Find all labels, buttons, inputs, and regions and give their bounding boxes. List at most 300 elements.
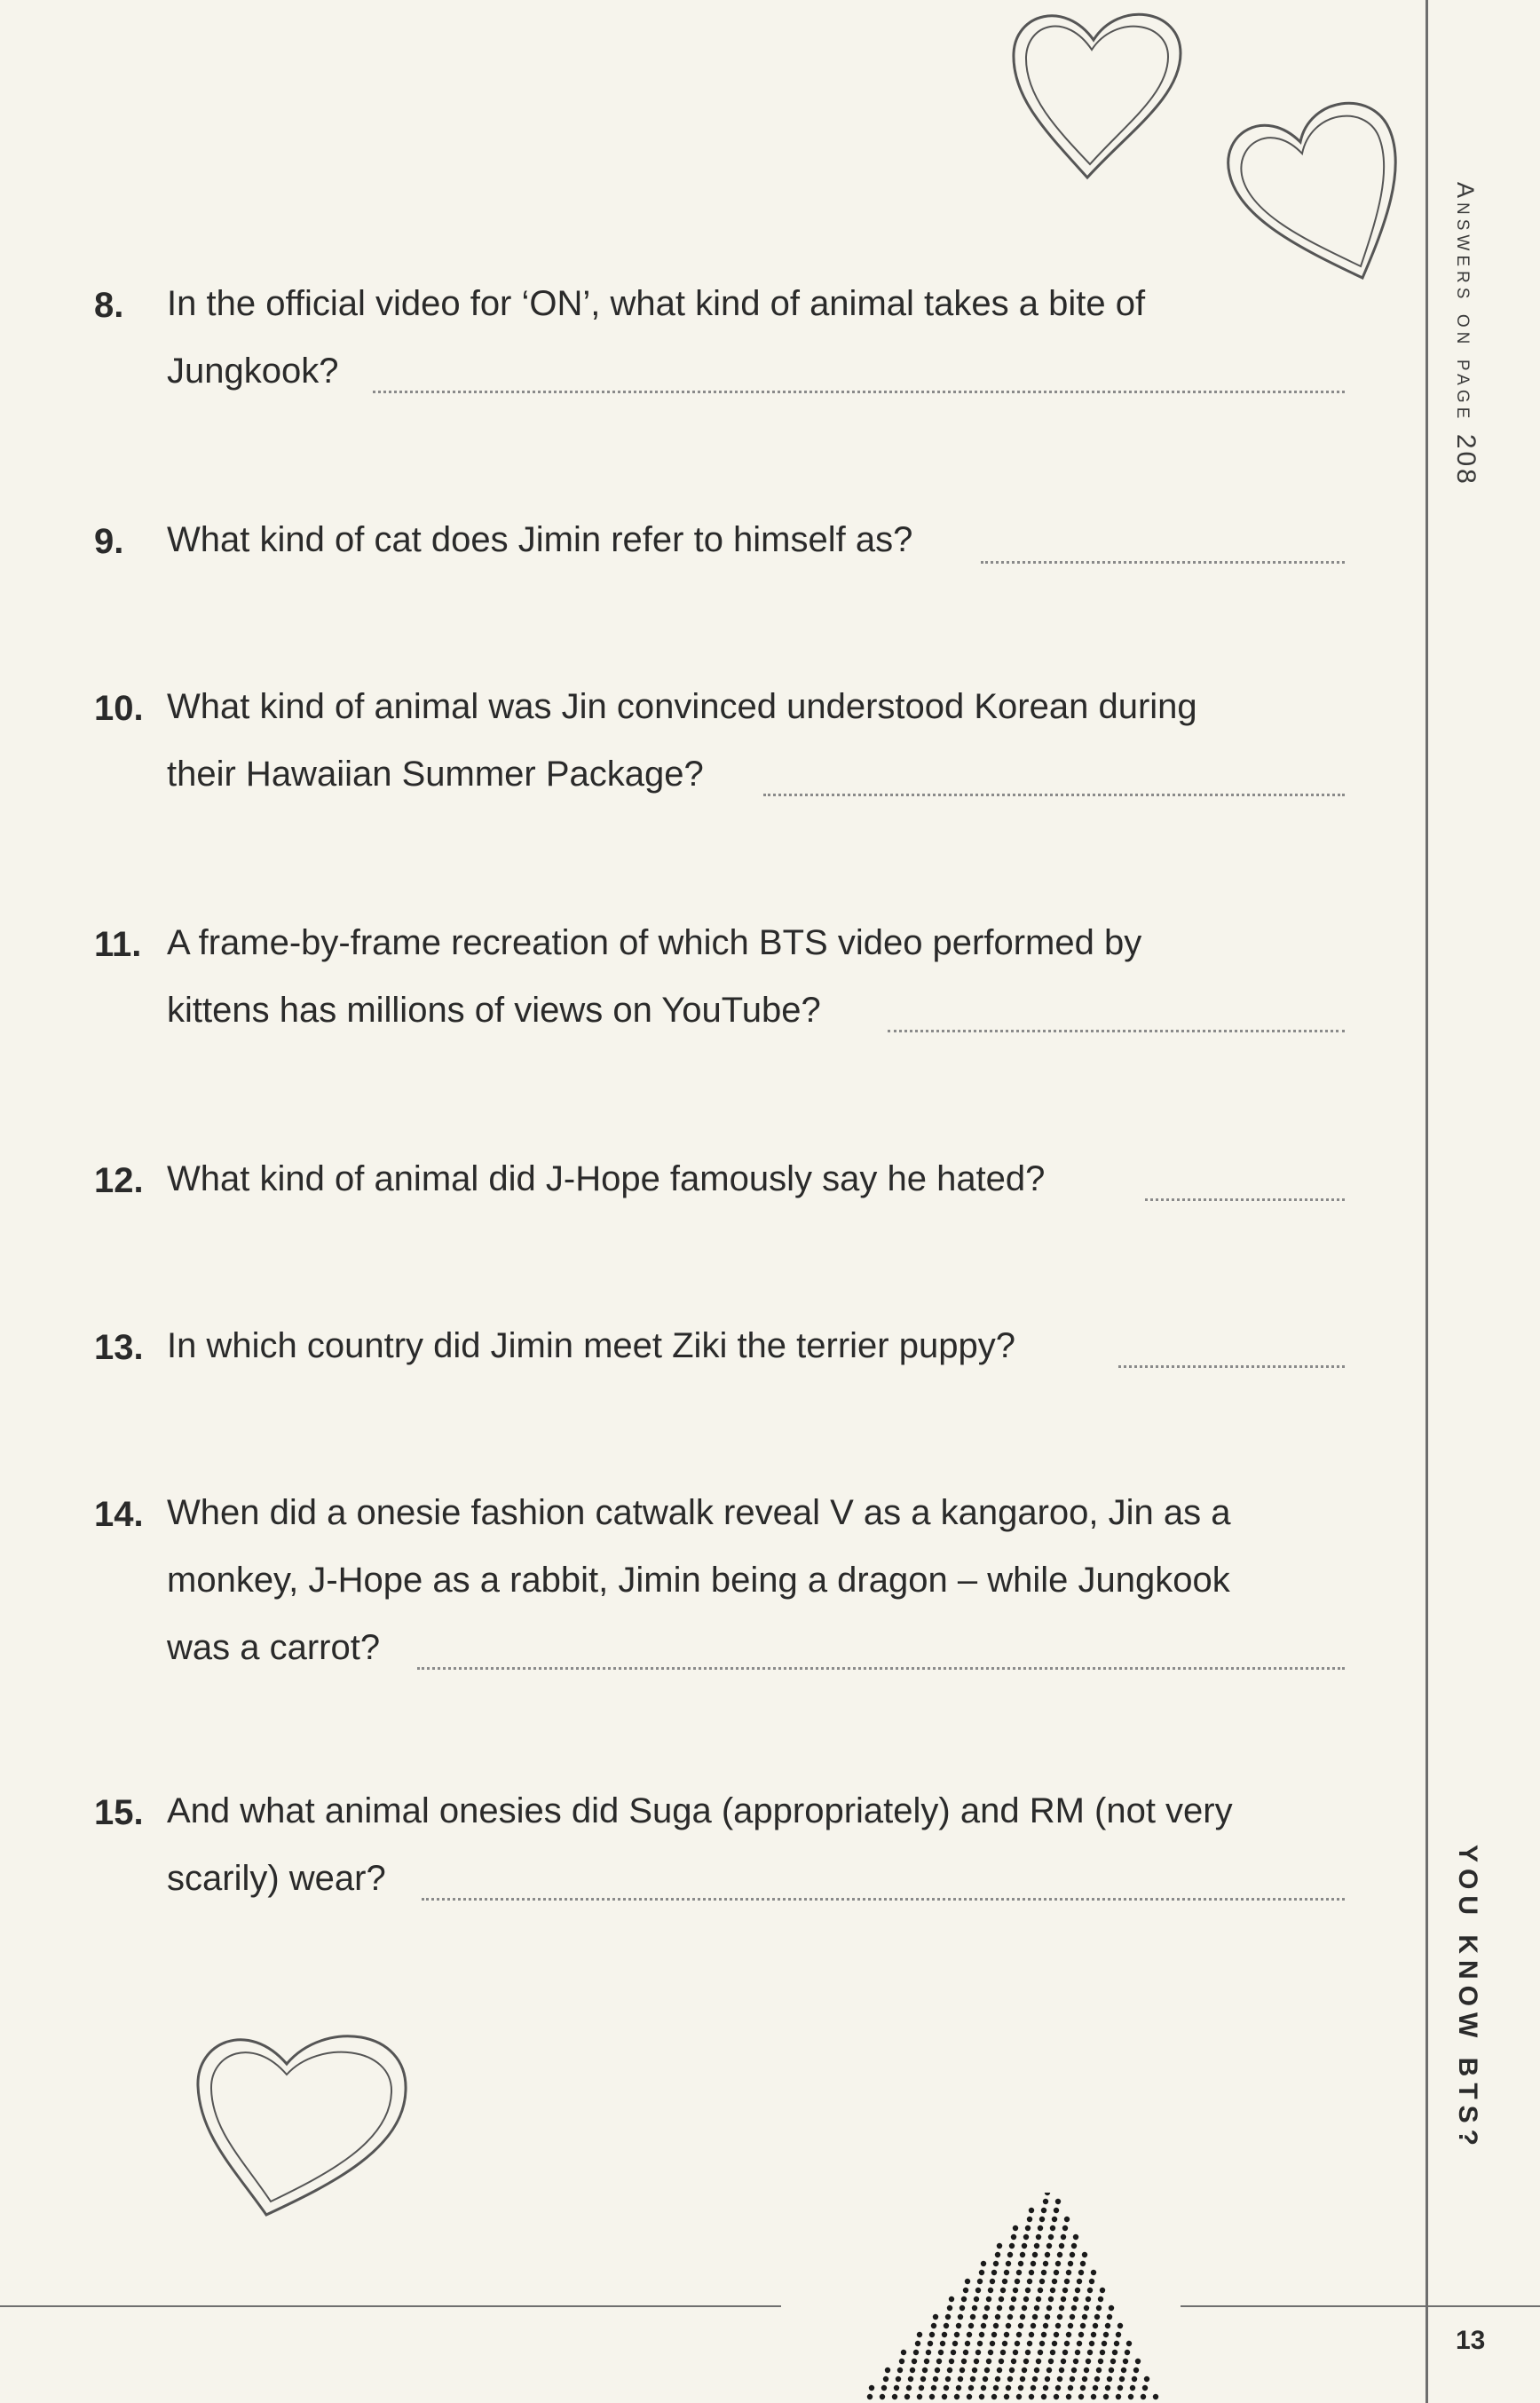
halftone-dot xyxy=(920,2376,926,2382)
question-number: 10. xyxy=(94,689,144,728)
halftone-dot xyxy=(958,2314,963,2320)
halftone-dot xyxy=(991,2394,997,2399)
halftone-dot xyxy=(1023,2234,1029,2240)
halftone-dot xyxy=(1062,2350,1068,2355)
question-text-line: In which country did Jimin meet Ziki the terrier puppy? xyxy=(167,1326,1015,1365)
halftone-dot xyxy=(993,2323,999,2328)
halftone-dot xyxy=(1062,2288,1068,2293)
halftone-dot xyxy=(1022,2305,1027,2311)
halftone-dot xyxy=(1025,2350,1031,2355)
halftone-dot xyxy=(995,2376,1000,2382)
halftone-dot xyxy=(970,2376,975,2382)
halftone-dot xyxy=(1103,2332,1109,2337)
halftone-dot xyxy=(1084,2305,1089,2311)
answer-line[interactable] xyxy=(1145,1198,1345,1201)
halftone-dot xyxy=(1016,2270,1022,2275)
halftone-dot xyxy=(1112,2350,1117,2355)
halftone-dot xyxy=(1091,2270,1096,2275)
halftone-dot xyxy=(1082,2314,1087,2320)
halftone-dot xyxy=(926,2350,931,2355)
halftone-dot xyxy=(1009,2367,1015,2373)
halftone-dot xyxy=(1032,2314,1038,2320)
halftone-dot xyxy=(1119,2376,1125,2382)
halftone-dot xyxy=(1039,2341,1045,2346)
halftone-dot xyxy=(1073,2296,1078,2302)
halftone-dot xyxy=(1029,2332,1034,2337)
halftone-dot xyxy=(1004,2270,1009,2275)
halftone-dot xyxy=(1096,2367,1102,2373)
halftone-dot xyxy=(991,2270,997,2275)
halftone-dot xyxy=(1057,2252,1062,2257)
question-number: 9. xyxy=(94,522,124,561)
halftone-dot xyxy=(1015,2279,1020,2284)
halftone-dot xyxy=(917,2332,922,2337)
answers-reference-text: Answers on page xyxy=(1452,182,1479,423)
halftone-dot xyxy=(1075,2288,1080,2293)
halftone-dot xyxy=(1048,2234,1054,2240)
heart-icon-top-right xyxy=(1203,84,1416,289)
halftone-dot xyxy=(928,2341,933,2346)
halftone-dot xyxy=(1066,2270,1071,2275)
sidebar-divider xyxy=(1425,0,1428,2403)
halftone-dot xyxy=(1061,2296,1066,2302)
halftone-dot xyxy=(919,2385,924,2391)
halftone-dot xyxy=(949,2296,954,2302)
halftone-dot xyxy=(986,2359,991,2364)
halftone-dot xyxy=(940,2341,945,2346)
halftone-dot xyxy=(1094,2314,1100,2320)
halftone-dot xyxy=(1133,2367,1139,2373)
halftone-dot xyxy=(960,2305,965,2311)
halftone-dot xyxy=(1100,2288,1105,2293)
halftone-dot xyxy=(906,2385,912,2391)
halftone-dot xyxy=(1059,2243,1064,2249)
halftone-dot xyxy=(1075,2350,1080,2355)
halftone-dot xyxy=(977,2279,983,2284)
halftone-dot xyxy=(1126,2341,1132,2346)
halftone-dot xyxy=(983,2314,988,2320)
halftone-dot xyxy=(1070,2376,1075,2382)
halftone-dot xyxy=(961,2359,967,2364)
halftone-dot xyxy=(1045,2252,1050,2257)
halftone-dot xyxy=(1025,2225,1031,2231)
halftone-dot xyxy=(967,2394,972,2399)
halftone-dot xyxy=(1025,2288,1031,2293)
halftone-dot xyxy=(1050,2350,1055,2355)
halftone-dot xyxy=(1006,2261,1011,2266)
halftone-dot xyxy=(974,2359,979,2364)
halftone-dot xyxy=(1107,2314,1112,2320)
halftone-dot xyxy=(1002,2341,1007,2346)
halftone-dot xyxy=(947,2367,952,2373)
halftone-dot xyxy=(949,2359,954,2364)
halftone-dot xyxy=(945,2376,951,2382)
question-text-line: monkey, J-Hope as a rabbit, Jimin being a dragon – while Jungkook xyxy=(167,1561,1230,1600)
halftone-dot xyxy=(910,2367,915,2373)
halftone-dot xyxy=(1050,2288,1055,2293)
halftone-dot xyxy=(1055,2385,1061,2391)
halftone-dot xyxy=(1093,2323,1098,2328)
halftone-dot xyxy=(1052,2279,1057,2284)
halftone-dot xyxy=(1077,2341,1082,2346)
halftone-dot xyxy=(1098,2296,1103,2302)
halftone-dot xyxy=(968,2323,974,2328)
answer-line[interactable] xyxy=(422,1898,1345,1901)
halftone-dot xyxy=(1045,2376,1050,2382)
halftone-dot xyxy=(1013,2350,1018,2355)
halftone-dot xyxy=(1114,2341,1119,2346)
halftone-dot xyxy=(963,2350,968,2355)
answer-line[interactable] xyxy=(417,1667,1345,1670)
halftone-dot xyxy=(1013,2225,1018,2231)
halftone-dot xyxy=(1059,2367,1064,2373)
halftone-dot xyxy=(1029,2394,1034,2399)
halftone-dot xyxy=(885,2367,890,2373)
halftone-dot xyxy=(1011,2296,1016,2302)
halftone-dot xyxy=(1011,2234,1016,2240)
halftone-dot xyxy=(1052,2341,1057,2346)
answer-line[interactable] xyxy=(763,794,1345,796)
halftone-dot xyxy=(904,2394,910,2399)
halftone-dot xyxy=(1057,2314,1062,2320)
halftone-dot xyxy=(1068,2323,1073,2328)
halftone-dot xyxy=(1073,2359,1078,2364)
halftone-dot xyxy=(1031,2261,1036,2266)
halftone-dot xyxy=(1061,2359,1066,2364)
halftone-dot xyxy=(1016,2394,1022,2399)
halftone-dot xyxy=(1018,2385,1023,2391)
halftone-dot xyxy=(892,2394,897,2399)
halftone-dot xyxy=(984,2367,990,2373)
halftone-dot xyxy=(938,2350,944,2355)
halftone-dot xyxy=(1046,2305,1052,2311)
halftone-dot xyxy=(990,2341,995,2346)
halftone-dot xyxy=(1082,2252,1087,2257)
halftone-dot xyxy=(997,2305,1002,2311)
halftone-dot xyxy=(1043,2261,1048,2266)
halftone-dot xyxy=(1086,2359,1091,2364)
heart-icon-bottom-left xyxy=(182,1993,422,2224)
halftone-dot xyxy=(960,2367,965,2373)
halftone-dot xyxy=(956,2323,961,2328)
halftone-dot xyxy=(1032,2252,1038,2257)
halftone-dot xyxy=(1117,2323,1123,2328)
halftone-dot xyxy=(967,2332,972,2337)
halftone-dot xyxy=(1041,2208,1046,2213)
halftone-dot xyxy=(1023,2359,1029,2364)
halftone-dot xyxy=(944,2323,949,2328)
page-number: 13 xyxy=(1456,2326,1486,2355)
halftone-dot xyxy=(1038,2225,1043,2231)
halftone-dot xyxy=(961,2296,967,2302)
halftone-dot xyxy=(1086,2296,1091,2302)
halftone-dot xyxy=(1123,2359,1128,2364)
halftone-dot xyxy=(1144,2376,1149,2382)
halftone-dot xyxy=(1052,2217,1057,2222)
halftone-dot xyxy=(1084,2367,1089,2373)
halftone-dot xyxy=(899,2359,904,2364)
halftone-dot xyxy=(1066,2394,1071,2399)
halftone-dot xyxy=(1054,2208,1059,2213)
halftone-dot xyxy=(1029,2208,1034,2213)
halftone-dot xyxy=(1046,2243,1052,2249)
halftone-dot xyxy=(1062,2225,1068,2231)
halftone-dot xyxy=(883,2376,888,2382)
halftone-dot xyxy=(1078,2270,1084,2275)
halftone-dot xyxy=(1089,2279,1094,2284)
heart-icon-top xyxy=(994,0,1198,186)
halftone-dot xyxy=(1034,2243,1039,2249)
halftone-dot xyxy=(979,2270,984,2275)
halftone-dot xyxy=(1002,2279,1007,2284)
halftone-dot xyxy=(1007,2252,1013,2257)
question-number: 8. xyxy=(94,286,124,325)
halftone-dot xyxy=(1091,2394,1096,2399)
halftone-dot xyxy=(972,2305,977,2311)
halftone-dot xyxy=(913,2350,919,2355)
halftone-dot xyxy=(1094,2376,1100,2382)
halftone-dot xyxy=(963,2288,968,2293)
answers-reference xyxy=(1450,182,1481,486)
halftone-dot xyxy=(986,2296,991,2302)
halftone-dot xyxy=(1087,2350,1093,2355)
halftone-dot xyxy=(1068,2261,1073,2266)
halftone-dot xyxy=(912,2359,917,2364)
halftone-dot xyxy=(956,2385,961,2391)
halftone-dot xyxy=(997,2367,1002,2373)
halftone-dot xyxy=(897,2367,903,2373)
question-text-line: their Hawaiian Summer Package? xyxy=(167,755,704,794)
halftone-dot xyxy=(924,2359,929,2364)
halftone-dot xyxy=(1009,2305,1015,2311)
halftone-dot xyxy=(931,2385,936,2391)
halftone-dot xyxy=(1055,2199,1061,2204)
halftone-dot xyxy=(981,2323,986,2328)
question-text-line: What kind of cat does Jimin refer to himself as? xyxy=(167,520,913,559)
halftone-dot xyxy=(1039,2279,1045,2284)
halftone-dot xyxy=(1013,2288,1018,2293)
halftone-dot xyxy=(1109,2367,1114,2373)
halftone-dot xyxy=(972,2367,977,2373)
halftone-dot xyxy=(896,2376,901,2382)
halftone-dot xyxy=(1073,2234,1078,2240)
halftone-dot xyxy=(983,2376,988,2382)
halftone-dot xyxy=(995,2252,1000,2257)
halftone-dot xyxy=(1132,2376,1137,2382)
question-number: 13. xyxy=(94,1328,144,1367)
halftone-dot xyxy=(1071,2367,1077,2373)
halftone-dot xyxy=(1096,2305,1102,2311)
halftone-dot xyxy=(1004,2332,1009,2337)
answers-reference-page: 208 xyxy=(1451,433,1481,486)
halftone-dot xyxy=(1054,2270,1059,2275)
halftone-dot xyxy=(894,2385,899,2391)
question-text-line: What kind of animal did J-Hope famously say he hated? xyxy=(167,1159,1046,1198)
halftone-dot xyxy=(1048,2296,1054,2302)
halftone-dot xyxy=(954,2332,960,2337)
halftone-dot xyxy=(935,2367,940,2373)
halftone-dot xyxy=(1036,2296,1041,2302)
question-number: 14. xyxy=(94,1495,144,1534)
halftone-dot xyxy=(954,2394,960,2399)
halftone-dot xyxy=(1068,2385,1073,2391)
halftone-dot xyxy=(1022,2367,1027,2373)
answer-line[interactable] xyxy=(981,561,1345,564)
halftone-dot xyxy=(1027,2341,1032,2346)
halftone-dot xyxy=(1007,2376,1013,2382)
halftone-dot xyxy=(1064,2279,1070,2284)
running-title: YOU KNOW BTS? xyxy=(1453,1845,1482,2152)
question-number: 15. xyxy=(94,1793,144,1832)
halftone-dot xyxy=(1054,2332,1059,2337)
halftone-dot xyxy=(1020,2314,1025,2320)
halftone-dot xyxy=(999,2359,1004,2364)
halftone-dot xyxy=(901,2350,906,2355)
halftone-dot xyxy=(965,2341,970,2346)
halftone-dot xyxy=(968,2385,974,2391)
question-text-line: What kind of animal was Jin convinced understood Korean during xyxy=(167,687,1197,726)
halftone-dot xyxy=(1011,2359,1016,2364)
halftone-dot xyxy=(993,2261,999,2266)
answer-line[interactable] xyxy=(1118,1365,1345,1368)
halftone-dot xyxy=(991,2332,997,2337)
halftone-dot xyxy=(1087,2288,1093,2293)
halftone-dot xyxy=(981,2261,986,2266)
halftone-dot xyxy=(1103,2394,1109,2399)
halftone-dot xyxy=(942,2394,947,2399)
halftone-dot xyxy=(1125,2350,1130,2355)
bottom-rule-right xyxy=(1181,2305,1540,2307)
halftone-dot xyxy=(1098,2359,1103,2364)
question-text-line: When did a onesie fashion catwalk reveal V as a kangaroo, Jin as a xyxy=(167,1493,1231,1532)
halftone-dot xyxy=(1036,2359,1041,2364)
halftone-dot xyxy=(1041,2394,1046,2399)
halftone-dot xyxy=(917,2394,922,2399)
halftone-dot xyxy=(1039,2217,1045,2222)
question-text-line: A frame-by-frame recreation of which BTS video performed by xyxy=(167,923,1142,962)
halftone-dot xyxy=(1055,2261,1061,2266)
halftone-dot xyxy=(1142,2385,1148,2391)
halftone-dot xyxy=(944,2385,949,2391)
halftone-dot xyxy=(988,2350,993,2355)
halftone-dot xyxy=(1089,2341,1094,2346)
halftone-dot xyxy=(1029,2270,1034,2275)
halftone-dot xyxy=(881,2385,887,2391)
answer-line[interactable] xyxy=(888,1030,1345,1032)
halftone-dot xyxy=(1032,2376,1038,2382)
halftone-dot xyxy=(1043,2323,1048,2328)
halftone-dot xyxy=(1100,2350,1105,2355)
halftone-dot xyxy=(922,2367,928,2373)
halftone-dot xyxy=(869,2385,874,2391)
question-text-line: Jungkook? xyxy=(167,352,339,391)
halftone-dot xyxy=(988,2288,993,2293)
halftone-dot xyxy=(1016,2332,1022,2337)
bottom-rule-left xyxy=(0,2305,781,2307)
question-text-line: And what animal onesies did Suga (appropriately) and RM (not very xyxy=(167,1791,1233,1830)
halftone-dot xyxy=(929,2394,935,2399)
halftone-dot xyxy=(1071,2305,1077,2311)
halftone-dot xyxy=(1045,2314,1050,2320)
halftone-dot xyxy=(1064,2217,1070,2222)
halftone-dot xyxy=(1009,2243,1015,2249)
halftone-dot xyxy=(933,2314,938,2320)
halftone-dot xyxy=(1038,2350,1043,2355)
halftone-dot xyxy=(1071,2243,1077,2249)
halftone-dot xyxy=(880,2394,885,2399)
halftone-dot xyxy=(993,2385,999,2391)
halftone-dot xyxy=(958,2376,963,2382)
halftone-dot xyxy=(1018,2261,1023,2266)
halftone-dot xyxy=(1130,2385,1135,2391)
halftone-dot xyxy=(1020,2252,1025,2257)
halftone-dot xyxy=(1110,2359,1116,2364)
halftone-dot xyxy=(1141,2394,1146,2399)
halftone-dot xyxy=(1015,2341,1020,2346)
halftone-dot xyxy=(1007,2314,1013,2320)
halftone-dot xyxy=(947,2305,952,2311)
halftone-dot xyxy=(1046,2367,1052,2373)
halftone-dot xyxy=(1057,2376,1062,2382)
halftone-dot xyxy=(1070,2314,1075,2320)
halftone-dot xyxy=(1102,2341,1107,2346)
question-number: 12. xyxy=(94,1161,144,1200)
halftone-dot xyxy=(1080,2323,1086,2328)
halftone-dot xyxy=(915,2341,920,2346)
halftone-dot xyxy=(1006,2385,1011,2391)
halftone-dot xyxy=(1093,2385,1098,2391)
halftone-dot xyxy=(999,2296,1004,2302)
halftone-dot xyxy=(951,2350,956,2355)
halftone-dot xyxy=(1055,2323,1061,2328)
halftone-dot xyxy=(1059,2305,1064,2311)
halftone-dot-pattern xyxy=(781,2193,1189,2403)
question-text-line: In the official video for ‘ON’, what kind of animal takes a bite of xyxy=(167,284,1146,323)
halftone-dot xyxy=(1078,2394,1084,2399)
halftone-dot xyxy=(1041,2332,1046,2337)
halftone-dot xyxy=(975,2350,981,2355)
halftone-dot xyxy=(1061,2234,1066,2240)
halftone-dot xyxy=(1082,2376,1087,2382)
halftone-dot xyxy=(1031,2385,1036,2391)
halftone-dot xyxy=(1027,2217,1032,2222)
halftone-dot xyxy=(1000,2288,1006,2293)
halftone-dot xyxy=(1105,2323,1110,2328)
halftone-dot xyxy=(1080,2261,1086,2266)
halftone-dot xyxy=(1117,2385,1123,2391)
halftone-dot xyxy=(1107,2376,1112,2382)
halftone-dot xyxy=(1048,2359,1054,2364)
halftone-dot xyxy=(1023,2296,1029,2302)
halftone-dot xyxy=(1078,2332,1084,2337)
halftone-dot xyxy=(952,2341,958,2346)
halftone-dot xyxy=(1004,2394,1009,2399)
halftone-dot xyxy=(1116,2332,1121,2337)
halftone-dot xyxy=(942,2332,947,2337)
halftone-dot xyxy=(1116,2394,1121,2399)
halftone-dot xyxy=(933,2376,938,2382)
halftone-dot xyxy=(1045,2193,1050,2195)
halftone-dot xyxy=(1064,2341,1070,2346)
question-text-line: scarily) wear? xyxy=(167,1859,386,1898)
halftone-dot xyxy=(1080,2385,1086,2391)
answer-line[interactable] xyxy=(373,391,1345,393)
halftone-dot xyxy=(995,2314,1000,2320)
halftone-dot xyxy=(1027,2279,1032,2284)
halftone-dot xyxy=(1038,2288,1043,2293)
halftone-dot xyxy=(1050,2225,1055,2231)
halftone-dot xyxy=(1018,2323,1023,2328)
